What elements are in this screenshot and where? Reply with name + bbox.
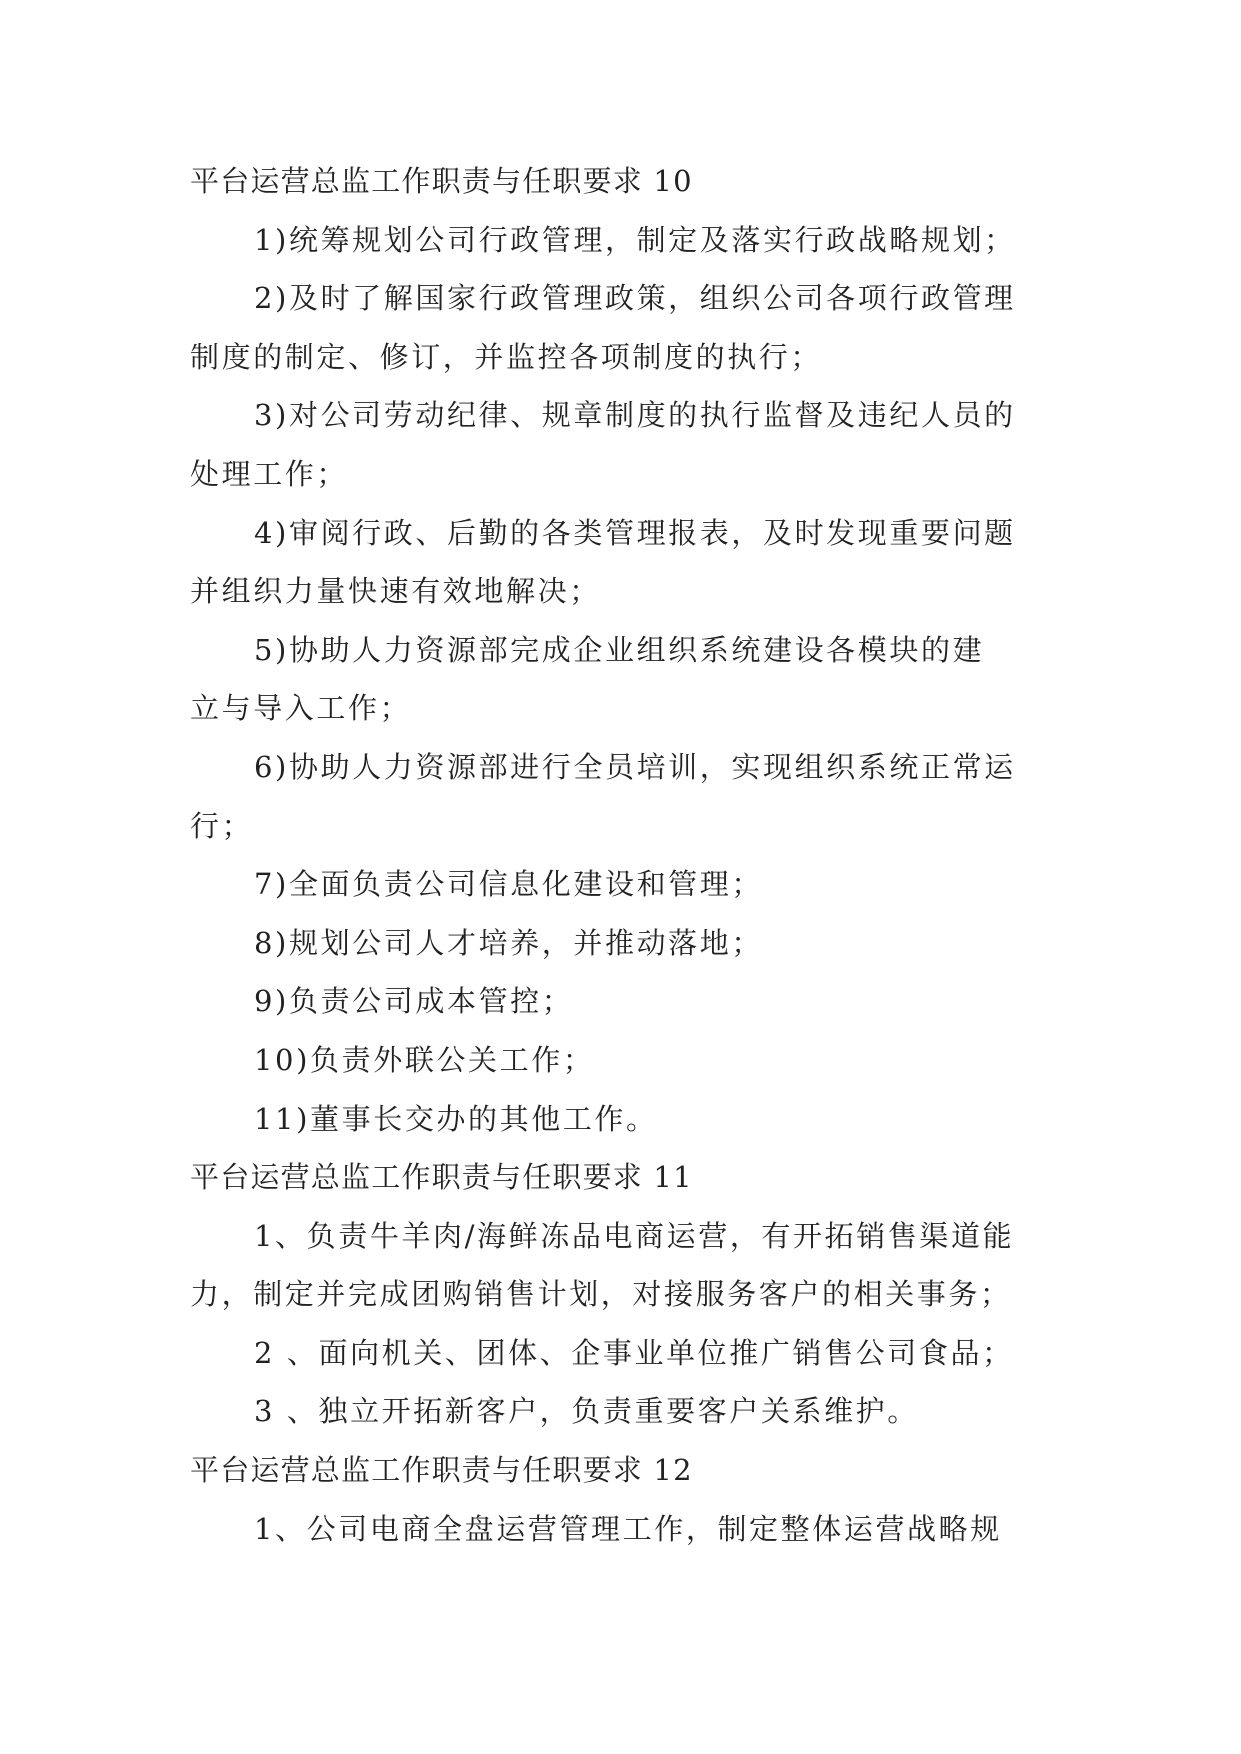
paragraph-line: 6)协助人力资源部进行全员培训，实现组织系统正常运	[254, 749, 1016, 784]
paragraph-line: 处理工作；	[190, 456, 349, 491]
section-heading: 平台运营总监工作职责与任职要求 11	[190, 1160, 693, 1195]
paragraph-line: 力，制定并完成团购销售计划，对接服务客户的相关事务；	[190, 1277, 1012, 1312]
section-12	[190, 1441, 1050, 1558]
paragraph-line: 10)负责外联公关工作；	[254, 1042, 595, 1077]
section-heading: 平台运营总监工作职责与任职要求 12	[190, 1453, 693, 1488]
paragraph-line: 5)协助人力资源部完成企业组织系统建设各模块的建	[254, 632, 985, 667]
paragraph-line: 2)及时了解国家行政管理政策，组织公司各项行政管理	[254, 281, 1016, 316]
paragraph-line: 1、负责牛羊肉/海鲜冻品电商运营，有开拓销售渠道能	[254, 1218, 1015, 1253]
paragraph-line: 1、公司电商全盘运营管理工作，制定整体运营战略规	[254, 1511, 1002, 1546]
paragraph-line: 3)对公司劳动纪律、规章制度的执行监督及违纪人员的	[254, 398, 1016, 433]
paragraph-line: 行；	[190, 808, 254, 843]
section-10	[190, 152, 1050, 1148]
paragraph-line: 制度的制定、修订，并监控各项制度的执行；	[190, 339, 823, 374]
paragraph-line: 7)全面负责公司信息化建设和管理；	[254, 867, 763, 902]
paragraph-line: 11)董事长交办的其他工作。	[254, 1101, 658, 1136]
paragraph-line: 并组织力量快速有效地解决；	[190, 574, 601, 609]
paragraph-line: 8)规划公司人才培养，并推动落地；	[254, 925, 763, 960]
paragraph-line: 3 、独立开拓新客户，负责重要客户关系维护。	[254, 1394, 919, 1429]
document-page	[190, 152, 1050, 1558]
section-11	[190, 1148, 1050, 1441]
paragraph-line: 1)统筹规划公司行政管理，制定及落实行政战略规划；	[254, 222, 1016, 257]
paragraph-line: 2 、面向机关、团体、企事业单位推广销售公司食品；	[254, 1335, 1014, 1370]
paragraph-line: 4)审阅行政、后勤的各类管理报表，及时发现重要问题	[254, 515, 1016, 550]
section-heading: 平台运营总监工作职责与任职要求 10	[190, 164, 693, 198]
paragraph-line: 立与导入工作；	[190, 691, 412, 726]
paragraph-line: 9)负责公司成本管控；	[254, 984, 574, 1019]
